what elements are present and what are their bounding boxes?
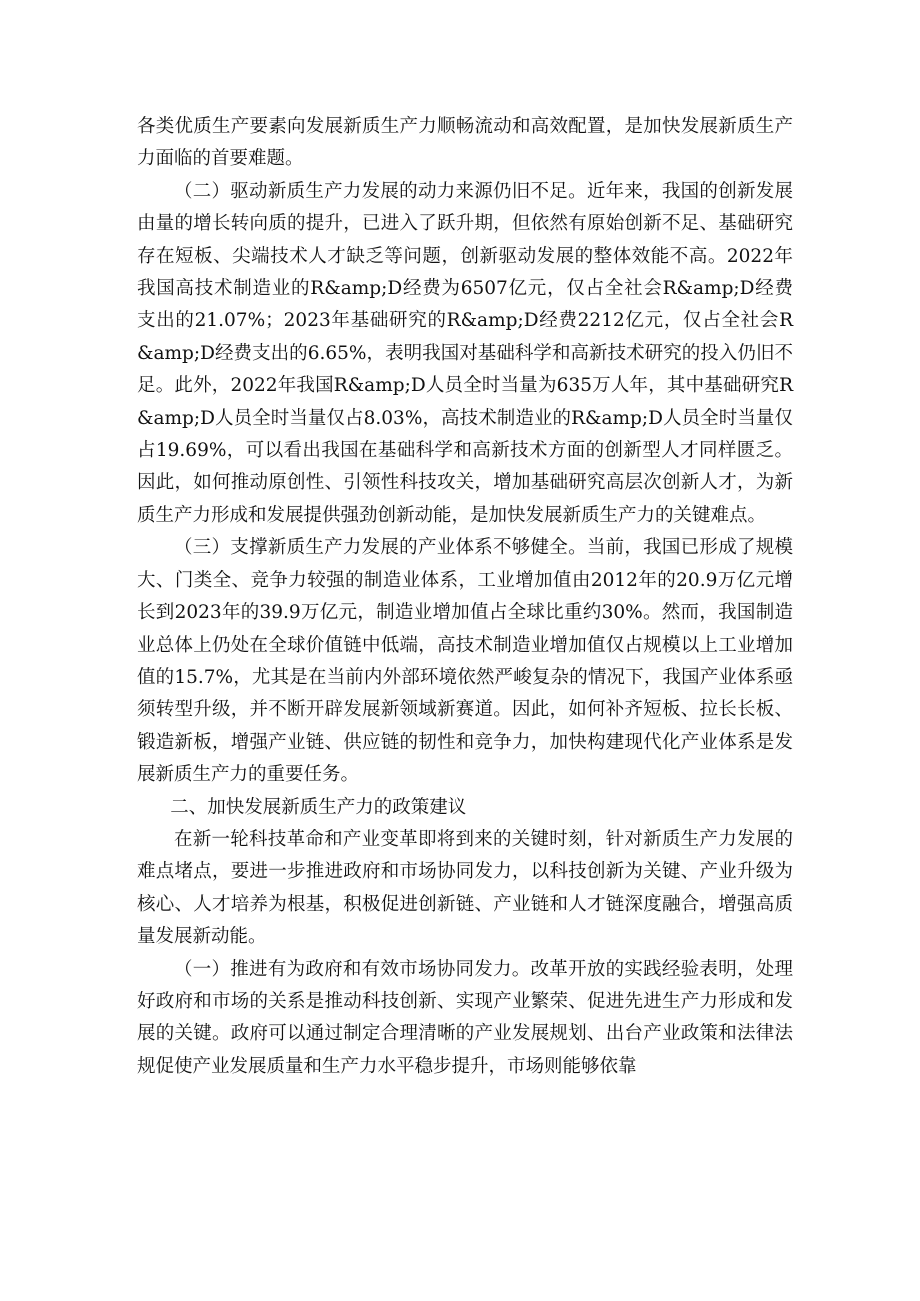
- document-body: [137, 111, 793, 1083]
- paragraph-subsection-1: （一）推进有为政府和有效市场协同发力。改革开放的实践经验表明，处理好政府和市场的关系是推动科技创新、实现产业繁荣、促进先进生产力形成和发展的关键。政府可以通过制定合理清晰的产业发展规划、出台产业政策和法律法规促使产业发展质量和生产力水平稳步提升，市场则能够依靠: [137, 958, 793, 1077]
- paragraph-section-2: （二）驱动新质生产力发展的动力来源仍旧不足。近年来，我国的创新发展由量的增长转向质的提升，已进入了跃升期，但依然有原始创新不足、基础研究存在短板、尖端技术人才缺乏等问题，创新驱动发展的整体效能不高。2022年我国高技术制造业的R&amp;D经费为6507亿元，仅占全社会R&amp;D经费支出的21.07%；2023年基础研究的R&amp;D经费2212亿元，仅占全社会R&amp;D经费支出的6.65%，表明我国对基础科学和高新技术研究的投入仍旧不足。此外，2022年我国R&amp;D人员全时当量为635万人年，其中基础研究R&amp;D人员全时当量仅占8.03%，高技术制造业的R&amp;D人员全时当量仅占19.69%，可以看出我国在基础科学和高新技术方面的创新型人才同样匮乏。因此，如何推动原创性、引领性科技攻关，增加基础研究高层次创新人才，为新质生产力形成和发展提供强劲创新动能，是加快发展新质生产力的关键难点。: [137, 180, 793, 526]
- paragraph-policy-intro: 在新一轮科技革命和产业变革即将到来的关键时刻，针对新质生产力发展的难点堵点，要进一步推进政府和市场协同发力，以科技创新为关键、产业升级为核心、人才培养为根基，积极促进创新链、产业链和人才链深度融合，增强高质量发展新动能。: [137, 828, 793, 948]
- paragraph-section-3: （三）支撑新质生产力发展的产业体系不够健全。当前，我国已形成了规模大、门类全、竞争力较强的制造业体系，工业增加值由2012年的20.9万亿元增长到2023年的39.9万亿元，制造业增加值占全球比重约30%。然而，我国制造业总体上仍处在全球价值链中低端，高技术制造业增加值仅占规模以上工业增加值的15.7%，尤其是在当前内外部环境依然严峻复杂的情况下，我国产业体系亟须转型升级，并不断开辟发展新领域新赛道。因此，如何补齐短板、拉长长板、锻造新板，增强产业链、供应链的韧性和竞争力，加快构建现代化产业体系是发展新质生产力的重要任务。: [137, 537, 793, 786]
- paragraph-continuation: 各类优质生产要素向发展新质生产力顺畅流动和高效配置，是加快发展新质生产力面临的首要难题。: [137, 116, 793, 170]
- section-heading-policy-suggestions: 二、加快发展新质生产力的政策建议: [170, 796, 467, 818]
